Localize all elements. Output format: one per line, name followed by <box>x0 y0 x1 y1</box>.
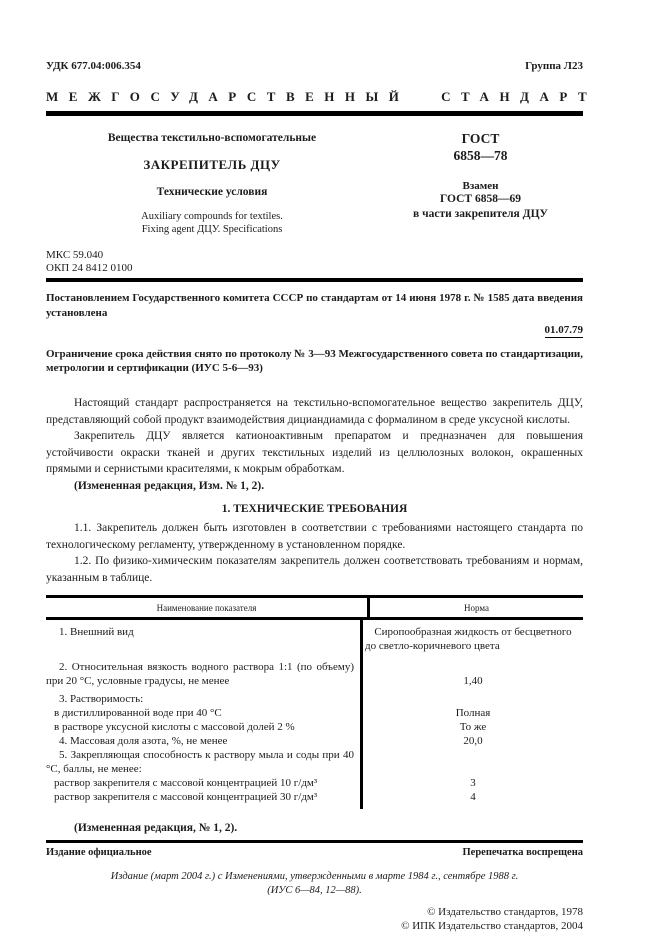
replaces-scope: в части закрепителя ДЦУ <box>413 208 548 220</box>
udk-row <box>46 60 583 72</box>
indicator-solubility: 3. Растворимость: <box>59 693 144 705</box>
mks-code: МКС 59.040 <box>46 249 104 261</box>
standard-subject: Вещества текстильно-вспомогательные <box>107 132 317 144</box>
column-header-norm: Норма <box>464 603 489 613</box>
footer-status-row <box>46 847 583 858</box>
okp-code: ОКП 24 8412 0100 <box>46 262 133 274</box>
effective-date: 01.07.79 <box>544 324 583 336</box>
table-row <box>46 706 583 720</box>
table-row <box>46 688 583 706</box>
indicator-fixing-ability: 5. Закрепляющая способность к раствору мыла и соды при 40 °С, баллы, не менее: <box>46 749 354 775</box>
replaces-standard: ГОСТ 6858—69 <box>440 193 521 205</box>
edition-info <box>46 870 583 898</box>
standard-subtitle: Технические условия <box>156 186 268 198</box>
classification-codes <box>46 249 583 275</box>
table-row <box>46 790 583 809</box>
intro-paragraph-1: Настоящий стандарт распространяется на текстильно-вспомогательное вещество закрепитель ДЦУ, представляющий собой продукт взаимодействия дициандиамида с формалином в среде уксусной кислоты. <box>46 397 583 426</box>
standard-name-english-line2: Fixing agent ДЦУ. Specifications <box>141 224 283 235</box>
decree-paragraph: Постановлением Государственного комитета СССР по стандартам от 14 июня 1978 г. № 1585 дата введения установлена <box>46 292 583 319</box>
edition-info-line1: Издание (март 2004 г.) с Изменениями, утвержденными в марте 1984 г., сентябре 1988 г. <box>110 871 519 882</box>
table-row <box>46 776 583 790</box>
indicator-nitrogen: 4. Массовая доля азота, %, не менее <box>59 735 228 747</box>
section-1-heading: 1. ТЕХНИЧЕСКИЕ ТРЕБОВАНИЯ <box>221 503 408 515</box>
replaces-label: Взамен <box>462 180 499 192</box>
top-divider-rule <box>46 111 583 116</box>
norm-nitrogen: 20,0 <box>463 735 483 747</box>
reprint-prohibited-label: Перепечатка воспрещена <box>462 847 583 858</box>
norm-appearance-line2: до светло-коричневого цвета <box>365 640 500 652</box>
intro-amendment-note: (Измененная редакция, Изм. № 1, 2). <box>74 479 265 492</box>
mid-divider-rule <box>46 278 583 282</box>
standard-name: ЗАКРЕПИТЕЛЬ ДЦУ <box>143 157 281 172</box>
norm-viscosity: 1,40 <box>463 675 483 687</box>
page-content <box>46 0 598 933</box>
column-header-indicator: Наименование показателя <box>46 598 370 617</box>
official-edition-label: Издание официальное <box>46 847 152 858</box>
limitation-paragraph: Ограничение срока действия снято по протоколу № 3—93 Межгосударственного совета по стандартизации, метрологии и сертификации (ИУС 5-6—93) <box>46 348 583 374</box>
norm-solubility-water: Полная <box>455 707 491 719</box>
table-row <box>46 653 583 688</box>
title-left-column <box>46 130 378 236</box>
gost-number: 6858—78 <box>453 148 508 163</box>
standard-name-english-line1: Auxiliary compounds for textiles. <box>141 211 283 222</box>
intro-paragraph-2: Закрепитель ДЦУ является катионоактивным препаратом и предназначен для повышения устойчивости окраски тканей и других текстильных изделий из целлюлозных волокон, окрашенных прямыми и сернистыми красителями, к мокрым обработкам. <box>46 430 583 475</box>
table-header-row <box>46 598 583 620</box>
table-row <box>46 748 583 776</box>
gost-word: ГОСТ <box>461 131 500 146</box>
table-body <box>46 620 583 809</box>
edition-info-line2: (ИУС 6—84, 12—88). <box>267 885 362 896</box>
copyright-1978: © Издательство стандартов, 1978 <box>427 906 583 918</box>
table-row <box>46 620 583 653</box>
standard-name-english <box>54 210 370 236</box>
group-code: Группа Л23 <box>525 60 583 72</box>
specifications-table <box>46 595 583 809</box>
indicator-appearance: 1. Внешний вид <box>59 626 134 638</box>
table-row <box>46 734 583 748</box>
footer-divider-rule <box>46 840 583 843</box>
indicator-solubility-acid: в растворе уксусной кислоты с массовой долей 2 % <box>54 721 295 733</box>
clause-1-1: 1.1. Закрепитель должен быть изготовлен в соответствии с требованиями настоящего стандарта по технологическому регламенту, утвержденному в установленном порядке. <box>46 522 583 551</box>
indicator-solution-10: раствор закрепителя с массовой концентрацией 10 г/дм³ <box>54 777 318 789</box>
indicator-solution-30: раствор закрепителя с массовой концентрацией 30 г/дм³ <box>54 791 318 803</box>
norm-solubility-acid: То же <box>459 721 487 733</box>
title-block <box>46 130 583 236</box>
copyright-2004: © ИПК Издательство стандартов, 2004 <box>401 920 583 932</box>
document-type-heading: МЕЖГОСУДАРСТВЕННЫЙ СТАНДАРТ <box>46 89 598 104</box>
udk-code: УДК 677.04:006.354 <box>46 60 141 72</box>
table-row <box>46 720 583 734</box>
copyright-block <box>46 905 583 933</box>
clause-1-2: 1.2. По физико-химическим показателям закрепитель должен соответствовать требованиям и нормам, указанным в таблице. <box>46 555 583 584</box>
indicator-solubility-water: в дистиллированной воде при 40 °С <box>54 707 222 719</box>
norm-solution-30: 4 <box>470 791 476 803</box>
table-amendment-note: (Измененная редакция, № 1, 2). <box>74 822 238 834</box>
norm-appearance-line1: Сиропообразная жидкость от бесцветного <box>374 626 572 638</box>
norm-solution-10: 3 <box>470 777 476 789</box>
indicator-viscosity: 2. Относительная вязкость водного раствора 1:1 (по объему) при 20 °С, условные градусы, не менее <box>46 661 354 687</box>
title-right-column <box>378 130 583 236</box>
